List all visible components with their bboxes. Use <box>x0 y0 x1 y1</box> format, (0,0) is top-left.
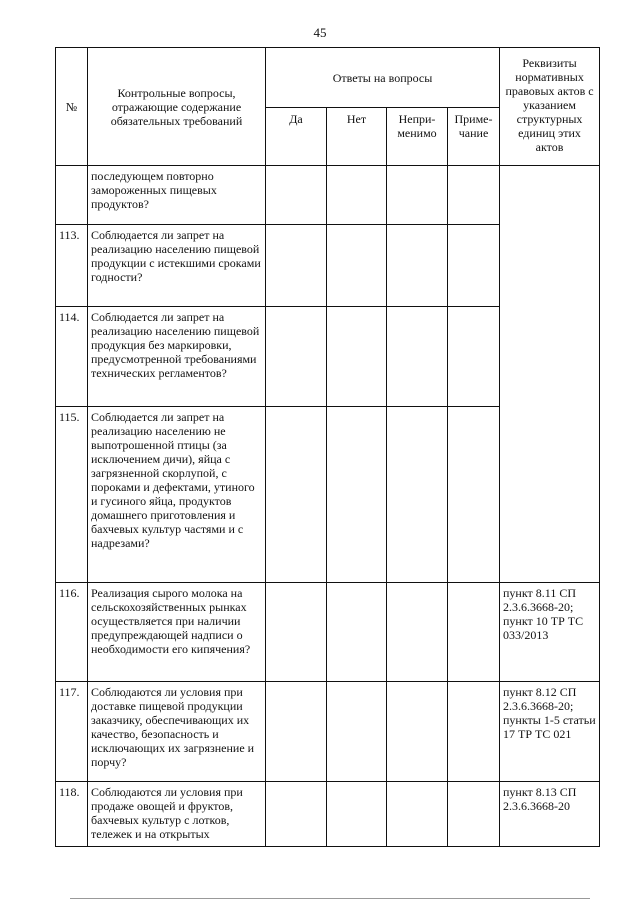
answer-no-cell <box>327 225 387 307</box>
table-row <box>56 682 600 782</box>
row-ref <box>500 307 600 407</box>
row-ref: пункт 8.12 СП 2.3.6.3668-20; пункты 1-5 статьи 17 ТР ТС 021 <box>500 682 600 782</box>
row-number: 118. <box>56 782 88 847</box>
row-ref <box>500 166 600 225</box>
row-number: 113. <box>56 225 88 307</box>
checklist-body <box>55 165 600 847</box>
answer-na-cell <box>387 225 448 307</box>
answer-na-cell <box>387 407 448 583</box>
row-number: 114. <box>56 307 88 407</box>
header-yes: Да <box>266 108 327 166</box>
row-question: Соблюдается ли запрет на реализацию населению пищевой продукция без маркировки, предусмотренной требованиями технических регламентов? <box>88 307 266 407</box>
answer-na-cell <box>387 682 448 782</box>
answer-no-cell <box>327 583 387 682</box>
row-ref <box>500 407 600 583</box>
answer-yes-cell <box>266 166 327 225</box>
table-row <box>56 225 600 307</box>
answer-no-cell <box>327 682 387 782</box>
header-requisites: Реквизиты нормативных правовых актов с указанием структурных единиц этих актов <box>500 48 600 166</box>
row-number: 115. <box>56 407 88 583</box>
table-row <box>56 583 600 682</box>
answer-yes-cell <box>266 225 327 307</box>
table-row <box>56 307 600 407</box>
answer-note-cell <box>448 407 500 583</box>
answer-yes-cell <box>266 407 327 583</box>
answer-no-cell <box>327 407 387 583</box>
answer-note-cell <box>448 682 500 782</box>
page-number: 45 <box>313 25 327 40</box>
answer-yes-cell <box>266 583 327 682</box>
answer-note-cell <box>448 782 500 847</box>
answer-na-cell <box>387 307 448 407</box>
answer-no-cell <box>327 782 387 847</box>
row-question: Соблюдается ли запрет на реализацию населению пищевой продукции с истекшими сроками годности? <box>88 225 266 307</box>
row-ref: пункт 8.13 СП 2.3.6.3668-20 <box>500 782 600 847</box>
row-number <box>56 166 88 225</box>
table-row <box>56 407 600 583</box>
row-ref <box>500 225 600 307</box>
page-bottom-divider <box>70 898 590 899</box>
answer-no-cell <box>327 166 387 225</box>
header-questions: Контрольные вопросы, отражающие содержание обязательных требований <box>88 48 266 166</box>
header-no: Нет <box>327 108 387 166</box>
checklist-table <box>55 47 600 166</box>
answer-na-cell <box>387 782 448 847</box>
answer-na-cell <box>387 166 448 225</box>
row-question: Соблюдается ли запрет на реализацию населению не выпотрошенной птицы (за исключением дичи), яйца с загрязненной скорлупой, с пороками и дефектами, утиного и гусиного яйца, продуктов домашнего приготовления и бахчевых культур частями и с надрезами? <box>88 407 266 583</box>
header-not-applicable: Непри-менимо <box>387 108 448 166</box>
answer-note-cell <box>448 583 500 682</box>
row-question: Реализация сырого молока на сельскохозяйственных рынках осуществляется при наличии предупреждающей надписи о необходимости его кипячения? <box>88 583 266 682</box>
table-row <box>56 782 600 847</box>
answer-note-cell <box>448 225 500 307</box>
answer-yes-cell <box>266 682 327 782</box>
header-note: Приме-чание <box>448 108 500 166</box>
answer-yes-cell <box>266 782 327 847</box>
answer-na-cell <box>387 583 448 682</box>
header-num: № <box>56 48 88 166</box>
row-question: последующем повторно замороженных пищевых продуктов? <box>88 166 266 225</box>
answer-yes-cell <box>266 307 327 407</box>
answer-note-cell <box>448 307 500 407</box>
row-number: 117. <box>56 682 88 782</box>
row-number: 116. <box>56 583 88 682</box>
answer-note-cell <box>448 166 500 225</box>
row-ref: пункт 8.11 СП 2.3.6.3668-20; пункт 10 ТР ТС 033/2013 <box>500 583 600 682</box>
table-row <box>56 166 600 225</box>
row-question: Соблюдаются ли условия при продаже овощей и фруктов, бахчевых культур с лотков, тележек и на открытых <box>88 782 266 847</box>
answer-no-cell <box>327 307 387 407</box>
row-question: Соблюдаются ли условия при доставке пищевой продукции заказчику, обеспечивающих их качество, безопасность и исключающих их загрязнение и порчу? <box>88 682 266 782</box>
header-answers: Ответы на вопросы <box>266 48 500 108</box>
